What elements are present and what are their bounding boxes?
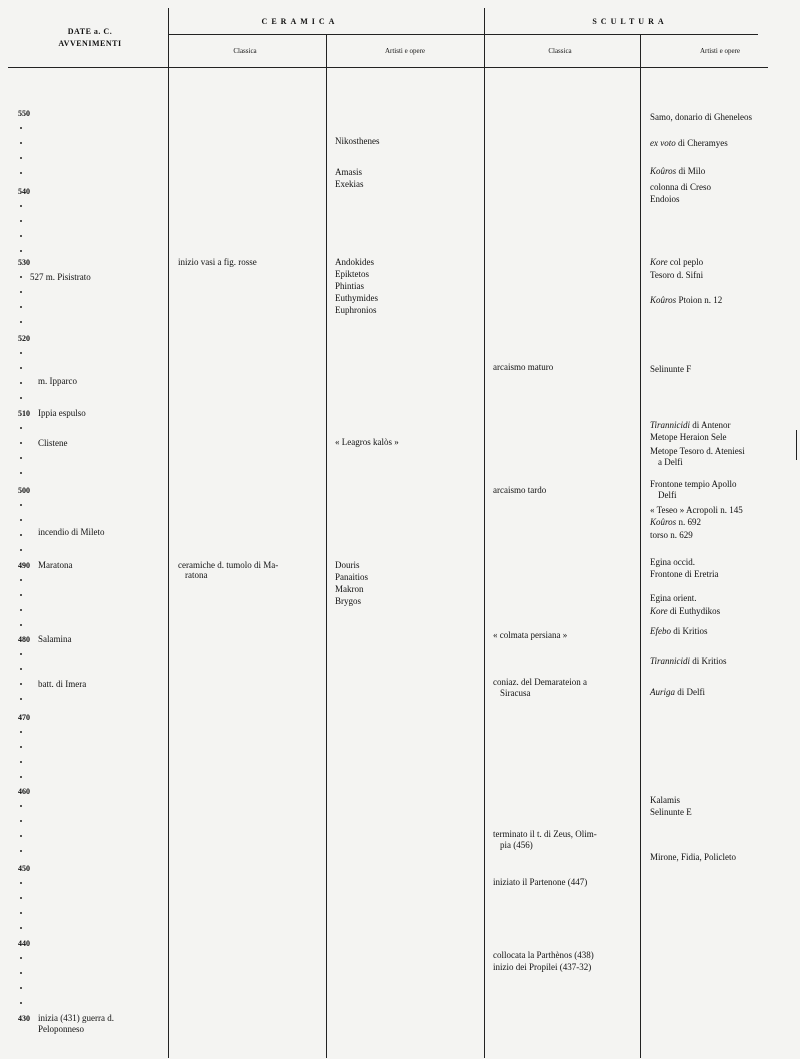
ceramica-artist: Phintias	[335, 281, 365, 291]
date-header: DATE a. C.	[67, 27, 113, 36]
scultura-work-italic: Koûros	[650, 517, 677, 527]
year-tick-dot	[20, 972, 22, 974]
scultura-classica-item: inizio dei Propilei (437-32)	[493, 962, 592, 972]
scultura-artisti-header: Artisti e opere	[699, 47, 741, 55]
scultura-work-italic: Efebo	[650, 626, 671, 636]
ceramica-artisti-header: Artisti e opere	[384, 47, 426, 55]
scultura-classica-item: coniaz. del Demarateion a	[493, 677, 587, 687]
column-divider	[168, 8, 169, 1058]
year-tick-dot	[20, 850, 22, 852]
ceramica-artist: Andokides	[335, 257, 374, 267]
scultura-work: Egina occid.	[650, 557, 695, 567]
scultura-work	[650, 257, 703, 268]
scultura-classica-item: « colmata persiana »	[493, 630, 568, 640]
scultura-work-text: di Cheramyes	[677, 138, 728, 148]
column-divider	[640, 34, 641, 1058]
year-tick-dot	[20, 504, 22, 506]
year-tick-dot	[20, 367, 22, 369]
year-label: 550	[18, 109, 30, 118]
year-tick-dot	[20, 1002, 22, 1004]
column-divider	[484, 8, 485, 1058]
year-tick-dot	[20, 698, 22, 700]
scultura-work-italic: Koûros	[650, 166, 677, 176]
event-item: Clistene	[38, 438, 68, 448]
ceramica-artist: Euphronios	[335, 305, 377, 315]
year-label: 430	[18, 1014, 30, 1023]
year-tick-dot	[20, 927, 22, 929]
year-tick-dot	[20, 142, 22, 144]
year-tick-dot	[20, 683, 22, 685]
scultura-work-text: di Delfi	[677, 687, 706, 697]
year-label: 520	[18, 334, 30, 343]
year-tick-dot	[20, 549, 22, 551]
scultura-header: SCULTURA	[592, 17, 668, 26]
scultura-work: Tesoro d. Sifni	[650, 270, 704, 280]
year-tick-dot	[20, 987, 22, 989]
event-item: 527 m. Pisistrato	[30, 272, 91, 282]
event-item: Peloponneso	[38, 1024, 84, 1034]
scultura-work: « Teseo » Acropoli n. 145	[650, 505, 743, 515]
year-label: 540	[18, 187, 30, 196]
year-tick-dot	[20, 472, 22, 474]
scultura-work: Egina orient.	[650, 593, 697, 603]
events-header: AVVENIMENTI	[58, 39, 122, 48]
year-label: 490	[18, 561, 30, 570]
event-item: Salamina	[38, 634, 72, 644]
year-tick-dot	[20, 157, 22, 159]
ceramica-artist: Douris	[335, 560, 360, 570]
scultura-work: Mirone, Fidia, Policleto	[650, 852, 736, 862]
scultura-classica-item: terminato il t. di Zeus, Olim-	[493, 829, 597, 839]
year-tick-dot	[20, 235, 22, 237]
scultura-classica-item: arcaismo tardo	[493, 485, 547, 495]
scultura-work-text: n. 692	[678, 517, 701, 527]
ceramica-artist: Amasis	[335, 167, 362, 177]
year-tick-dot	[20, 205, 22, 207]
scultura-work	[650, 687, 705, 698]
scultura-work: Delfi	[658, 490, 677, 500]
event-item: incendio di Mileto	[38, 527, 105, 537]
year-tick-dot	[20, 776, 22, 778]
scultura-classica-item: collocata la Parthènos (438)	[493, 950, 594, 960]
ceramica-artist: Brygos	[335, 596, 362, 606]
scultura-work-text: di Euthydikos	[669, 606, 721, 616]
year-tick-dot	[20, 291, 22, 293]
scultura-classica-item: pia (456)	[500, 840, 533, 850]
header-rule	[8, 67, 768, 68]
scultura-classica-item: Siracusa	[500, 688, 531, 698]
ceramica-artist: Panaitios	[335, 572, 368, 582]
scultura-work	[650, 138, 728, 149]
scultura-work-text: di Kritios	[692, 656, 727, 666]
year-tick-dot	[20, 427, 22, 429]
event-item: batt. di Imera	[38, 679, 87, 689]
event-item: Maratona	[38, 560, 73, 570]
year-tick-dot	[20, 731, 22, 733]
ceramica-artist: Epiktetos	[335, 269, 369, 279]
year-tick-dot	[20, 746, 22, 748]
scultura-classica-header: Classica	[548, 47, 572, 55]
year-label: 530	[18, 258, 30, 267]
scultura-work-italic: Auriga	[650, 687, 676, 697]
scultura-work: Selinunte F	[650, 364, 692, 374]
scultura-work	[650, 656, 727, 667]
scultura-work	[650, 517, 701, 528]
event-item: Ippia espulso	[38, 408, 86, 418]
year-tick-dot	[20, 820, 22, 822]
scultura-work-text: di Kritios	[673, 626, 708, 636]
year-tick-dot	[20, 519, 22, 521]
scultura-work: Frontone di Eretria	[650, 569, 719, 579]
year-tick-dot	[20, 579, 22, 581]
year-tick-dot	[20, 127, 22, 129]
year-tick-dot	[20, 653, 22, 655]
scultura-work-text: di Milo	[678, 166, 706, 176]
ceramica-artist: Nikosthenes	[335, 136, 380, 146]
year-tick-dot	[20, 594, 22, 596]
year-label: 500	[18, 486, 30, 495]
year-label: 510	[18, 409, 30, 418]
column-divider	[326, 34, 327, 1058]
year-label: 450	[18, 864, 30, 873]
year-tick-dot	[20, 624, 22, 626]
year-tick-dot	[20, 882, 22, 884]
scultura-classica-item: iniziato il Partenone (447)	[493, 877, 588, 887]
scultura-work: Frontone tempio Apollo	[650, 479, 737, 489]
scultura-work-text: Samo, donario di Gheneleos	[650, 112, 752, 122]
year-tick-dot	[20, 912, 22, 914]
ceramica-classica-header: Classica	[233, 47, 257, 55]
table-right-edge	[796, 430, 797, 460]
scultura-work: Selinunte E	[650, 807, 692, 817]
ceramica-artist: Euthymides	[335, 293, 378, 303]
year-label: 470	[18, 713, 30, 722]
scultura-work-text: col peplo	[669, 257, 704, 267]
year-label: 460	[18, 787, 30, 796]
ceramica-classica-item: ratona	[185, 570, 208, 580]
year-tick-dot	[20, 306, 22, 308]
year-tick-dot	[20, 761, 22, 763]
scultura-work: Kalamis	[650, 795, 680, 805]
scultura-work: Endoios	[650, 194, 680, 204]
scultura-work: a Delfi	[658, 457, 683, 467]
scultura-work-italic: Tirannicidi	[650, 656, 691, 666]
year-tick-dot	[20, 609, 22, 611]
event-item: m. Ipparco	[38, 376, 77, 386]
scultura-work-italic: ex voto	[650, 138, 676, 148]
scultura-work-italic: Kore	[650, 606, 668, 616]
year-tick-dot	[20, 805, 22, 807]
scultura-work-italic: Tirannicidi	[650, 420, 691, 430]
ceramica-classica-item: inizio vasi a fig. rosse	[178, 257, 257, 267]
year-tick-dot	[20, 352, 22, 354]
scultura-work: Metope Tesoro d. Ateniesi	[650, 446, 745, 456]
scultura-work	[650, 626, 708, 637]
year-tick-dot	[20, 321, 22, 323]
scultura-work: Metope Heraion Sele	[650, 432, 727, 442]
scultura-classica-item: arcaismo maturo	[493, 362, 554, 372]
year-tick-dot	[20, 172, 22, 174]
scultura-work-italic: Koûros	[650, 295, 677, 305]
ceramica-classica-item: ceramiche d. tumolo di Ma-	[178, 560, 279, 570]
year-tick-dot	[20, 220, 22, 222]
scultura-work-text: di Antenor	[692, 420, 731, 430]
year-tick-dot	[20, 957, 22, 959]
year-tick-dot	[20, 534, 22, 536]
scultura-work: colonna di Creso	[650, 182, 711, 192]
scultura-work	[650, 295, 722, 306]
ceramica-artist: Makron	[335, 584, 364, 594]
scultura-work	[650, 112, 752, 123]
year-tick-dot	[20, 397, 22, 399]
year-tick-dot	[20, 382, 22, 384]
year-tick-dot	[20, 835, 22, 837]
year-tick-dot	[20, 897, 22, 899]
group-header-rule	[168, 34, 758, 35]
scultura-work-text: Ptoion n. 12	[678, 295, 723, 305]
year-label: 480	[18, 635, 30, 644]
year-tick-dot	[20, 668, 22, 670]
scultura-work	[650, 166, 705, 177]
scultura-work-italic: Kore	[650, 257, 668, 267]
event-item: inizia (431) guerra d.	[38, 1013, 114, 1023]
scultura-work	[650, 420, 731, 431]
ceramica-header: CERAMICA	[261, 17, 339, 26]
year-tick-dot	[20, 250, 22, 252]
scultura-work	[650, 606, 720, 617]
year-label: 440	[18, 939, 30, 948]
ceramica-artist: Exekias	[335, 179, 364, 189]
year-tick-dot	[20, 457, 22, 459]
year-tick-dot	[20, 276, 22, 278]
scultura-work: torso n. 629	[650, 530, 693, 540]
ceramica-artist: « Leagros kalòs »	[335, 437, 399, 447]
year-tick-dot	[20, 442, 22, 444]
